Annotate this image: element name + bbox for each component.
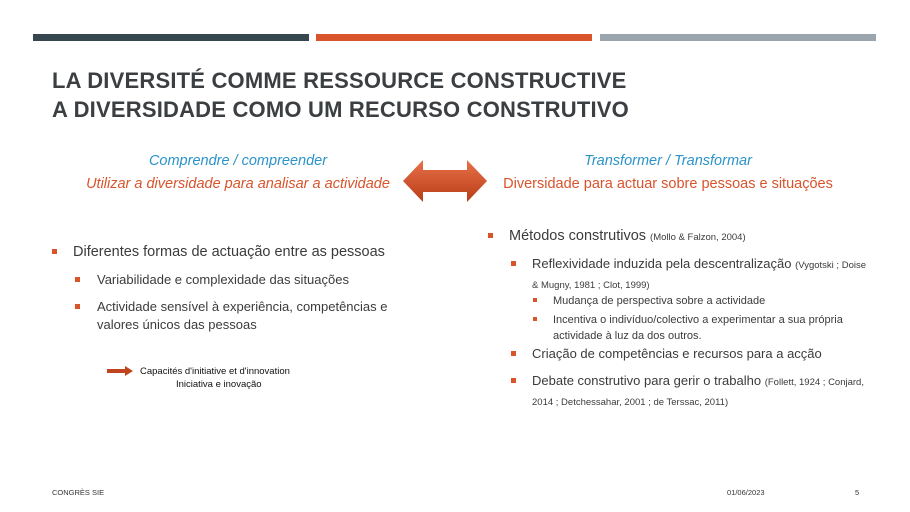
bullet-marker bbox=[533, 317, 537, 321]
slide-title bbox=[52, 66, 629, 124]
right-sub-bullet-3 bbox=[532, 372, 872, 412]
note-line-2: Iniciativa e inovação bbox=[176, 379, 262, 390]
top-bar-grey bbox=[600, 34, 876, 41]
left-sub-bullet-2: Actividade sensível à experiência, competências e valores únicos das pessoas bbox=[97, 299, 388, 332]
bullet-marker bbox=[511, 378, 516, 383]
right-bullet-1-citation: (Mollo & Falzon, 2004) bbox=[650, 232, 746, 243]
bullet-marker bbox=[52, 249, 57, 254]
right-heading-2: Diversidade para actuar sobre pessoas e situações bbox=[503, 176, 833, 192]
top-bar-dark bbox=[33, 34, 309, 41]
right-sub-bullet-1-text: Reflexividade induzida pela descentralização bbox=[532, 256, 792, 271]
note-line-1: Capacités d'initiative et d'innovation bbox=[140, 366, 290, 377]
footer-date: 01/06/2023 bbox=[727, 488, 765, 497]
bullet-marker bbox=[533, 298, 537, 302]
bullet-marker bbox=[75, 277, 80, 282]
right-heading-1: Transformer / Transformar bbox=[584, 153, 752, 169]
left-heading-2: Utilizar a diversidade para analisar a actividade bbox=[86, 176, 390, 192]
bullet-marker bbox=[488, 233, 493, 238]
left-heading-1: Comprendre / compreender bbox=[148, 153, 328, 169]
right-sub-bullet-2: Criação de competências e recursos para a acção bbox=[532, 346, 822, 361]
footer-event: CONGRÈS SIE bbox=[52, 488, 105, 497]
left-bullet-1: Diferentes formas de actuação entre as pessoas bbox=[73, 244, 385, 260]
left-sub-bullet-1: Variabilidade e complexidade das situações bbox=[97, 272, 349, 287]
page-number: 5 bbox=[855, 488, 860, 497]
bullet-marker bbox=[511, 261, 516, 266]
right-sub-bullet-1-citation: (Vygotski ; Doise & Mugny, 1981 ; Clot, 1999) bbox=[532, 260, 866, 291]
double-arrow-icon bbox=[403, 158, 487, 204]
title-line-2: A DIVERSIDADE COMO UM RECURSO CONSTRUTIVO bbox=[52, 97, 629, 122]
right-sub-bullet-1 bbox=[532, 255, 872, 295]
right-arrow-icon bbox=[107, 366, 133, 376]
bullet-marker bbox=[511, 351, 516, 356]
right-sub-bullet-3-text: Debate construtivo para gerir o trabalho bbox=[532, 373, 762, 388]
right-bullet-1-text: Métodos construtivos bbox=[509, 228, 647, 244]
right-bullet-1 bbox=[509, 227, 879, 247]
top-bar-orange bbox=[316, 34, 592, 41]
right-sub-bullet-3-citation: (Follett, 1924 ; Conjard, 2014 ; Detchessahar, 2001 ; de Terssac, 2011) bbox=[532, 377, 864, 408]
right-subsub-bullet-2: Incentiva o indivíduo/colectivo a experimentar a sua própria actividade à luz da dos outros. bbox=[553, 314, 843, 342]
title-line-1: LA DIVERSITÉ COMME RESSOURCE CONSTRUCTIVE bbox=[52, 68, 627, 93]
initiative-note bbox=[140, 365, 290, 391]
right-subsub-bullet-1: Mudança de perspectiva sobre a actividade bbox=[553, 295, 766, 307]
bullet-marker bbox=[75, 304, 80, 309]
